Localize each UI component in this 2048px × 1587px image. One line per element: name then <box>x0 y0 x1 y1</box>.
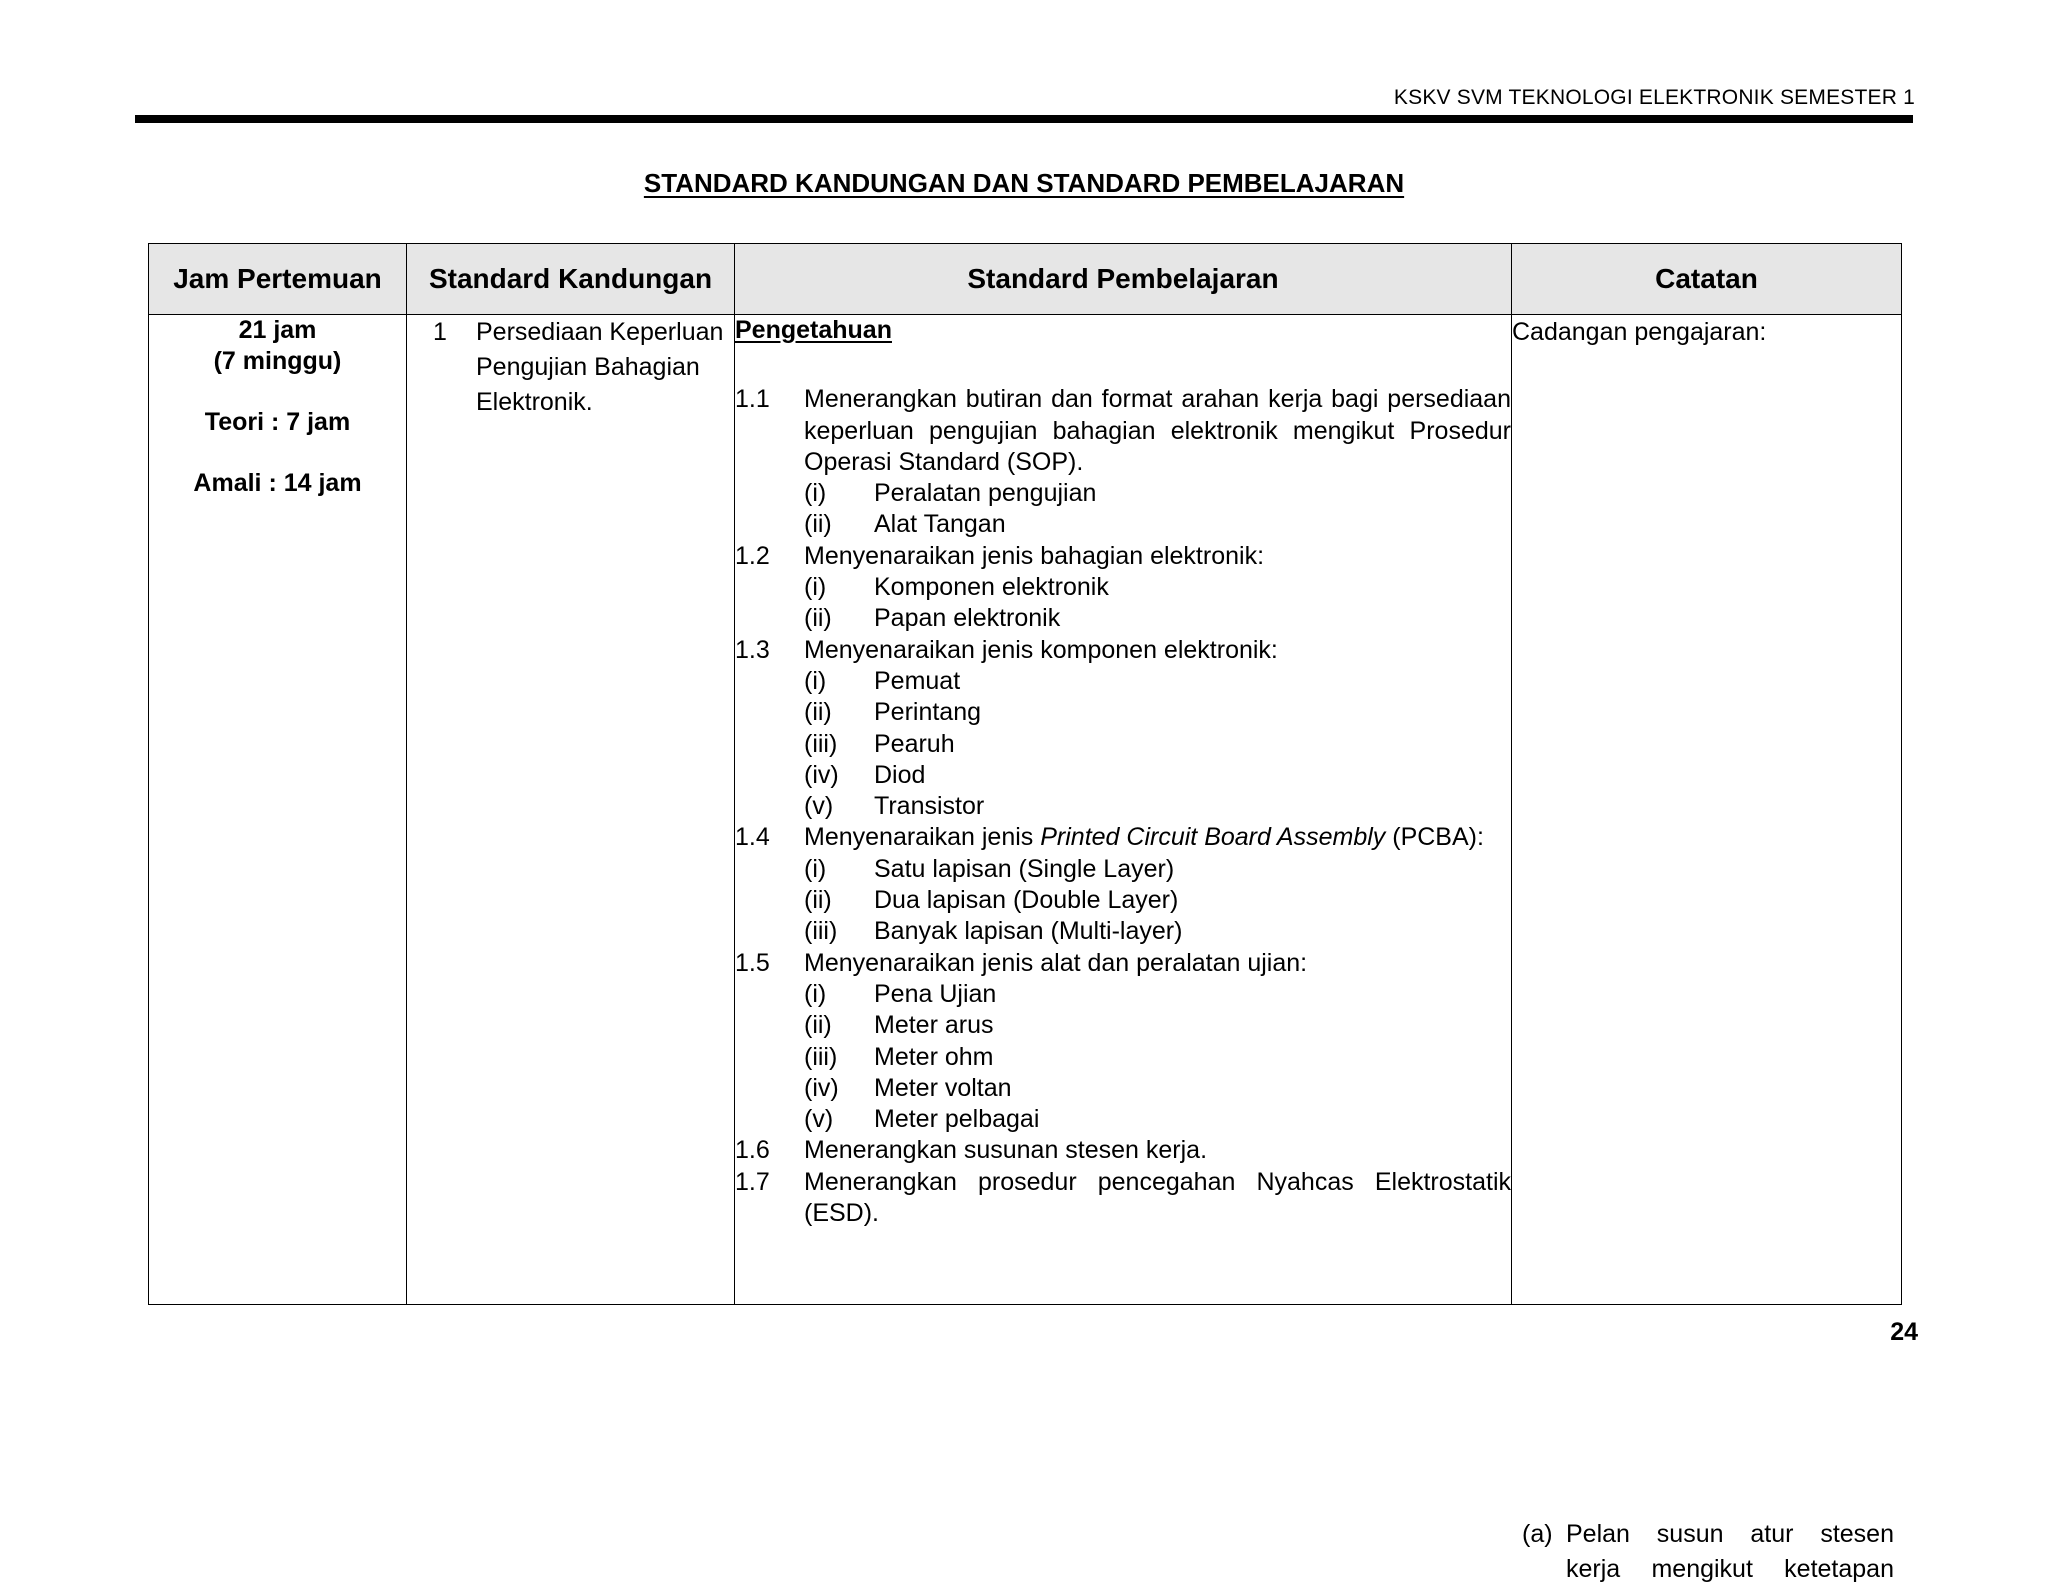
table-header-row <box>149 244 1902 315</box>
column-header-catatan: Catatan <box>1512 244 1902 315</box>
learning-subitem: (v) Transistor <box>804 792 985 821</box>
learning-subitem: (i) Pena Ujian <box>804 979 997 1008</box>
page-title: STANDARD KANDUNGAN DAN STANDARD PEMBELAJARAN <box>643 168 1405 198</box>
recommendation-label: (a) <box>1522 1520 1553 1548</box>
standards-table <box>148 243 1902 1583</box>
learning-subitem: (iii) Meter ohm <box>804 1042 994 1071</box>
kandungan-text: Persediaan Keperluan Pengujian Bahagian Elektronik. <box>476 318 724 416</box>
catatan-recommendation <box>1522 1517 1894 1587</box>
learning-subitem: (iv) Meter voltan <box>804 1073 1012 1102</box>
jam-cell <box>149 315 407 1305</box>
learning-item: 1.3 Menyenaraikan jenis komponen elektronik: <box>735 635 1278 664</box>
learning-subitem: (i) Pemuat <box>804 666 961 695</box>
learning-subitem: (iv) Diod <box>804 760 926 789</box>
learning-subitem: (ii) Perintang <box>804 698 982 727</box>
catatan-cell <box>1512 315 1902 1583</box>
recommendation-line-2: kerja mengikut ketetapan <box>1566 1555 1894 1583</box>
learning-item: 1.4 Menyenaraikan jenis Printed Circuit Board Assembly (PCBA): <box>735 823 1484 852</box>
learning-item: 1.2 Menyenaraikan jenis bahagian elektronik: <box>735 541 1265 570</box>
kandungan-cell <box>407 315 735 1305</box>
column-header-pembelajaran: Standard Pembelajaran <box>735 244 1512 315</box>
learning-item: 1.1 Menerangkan butiran dan format arahan kerja bagi persediaan keperluan pengujian bahagian elektronik mengikut Prosedur Operasi Standard (SOP). <box>735 385 1511 476</box>
learning-subitem: (ii) Papan elektronik <box>804 604 1061 633</box>
document-header-title: KSKV SVM TEKNOLOGI ELEKTRONIK SEMESTER 1 <box>1393 86 1915 109</box>
learning-subitem: (ii) Meter arus <box>804 1011 994 1040</box>
learning-item: 1.6 Menerangkan susunan stesen kerja. <box>735 1136 1208 1165</box>
header-rule <box>135 115 1913 123</box>
learning-subitem: (ii) Dua lapisan (Double Layer) <box>804 886 1179 915</box>
column-header-kandungan: Standard Kandungan <box>407 244 735 315</box>
learning-item: 1.7 Menerangkan prosedur pencegahan Nyahcas Elektrostatik (ESD). <box>735 1167 1511 1228</box>
column-header-jam: Jam Pertemuan <box>149 244 407 315</box>
table-row <box>149 315 1902 1305</box>
learning-subitem: (i) Peralatan pengujian <box>804 479 1097 508</box>
jam-amali: Amali : 14 jam <box>193 469 362 497</box>
learning-subitem: (iii) Banyak lapisan (Multi-layer) <box>804 917 1183 946</box>
jam-hours: 21 jam <box>238 316 317 344</box>
recommendation-line-1: Pelan susun atur stesen <box>1566 1520 1894 1548</box>
learning-subitem: (v) Meter pelbagai <box>804 1105 1040 1134</box>
learning-subitem: (iii) Pearuh <box>804 729 955 758</box>
jam-weeks: (7 minggu) <box>213 347 342 375</box>
learning-item: 1.5 Menyenaraikan jenis alat dan peralatan ujian: <box>735 948 1308 977</box>
jam-teori: Teori : 7 jam <box>204 408 351 436</box>
catatan-intro: Cadangan pengajaran: <box>1512 318 1767 346</box>
learning-subitem: (i) Komponen elektronik <box>804 573 1109 602</box>
page-number: 24 <box>1890 1318 1918 1346</box>
pembelajaran-cell <box>735 315 1512 1305</box>
learning-subitem: (ii) Alat Tangan <box>804 510 1006 539</box>
section-heading-pengetahuan: Pengetahuan <box>735 316 892 344</box>
kandungan-number: 1 <box>433 318 447 346</box>
learning-subitem: (i) Satu lapisan (Single Layer) <box>804 854 1175 883</box>
